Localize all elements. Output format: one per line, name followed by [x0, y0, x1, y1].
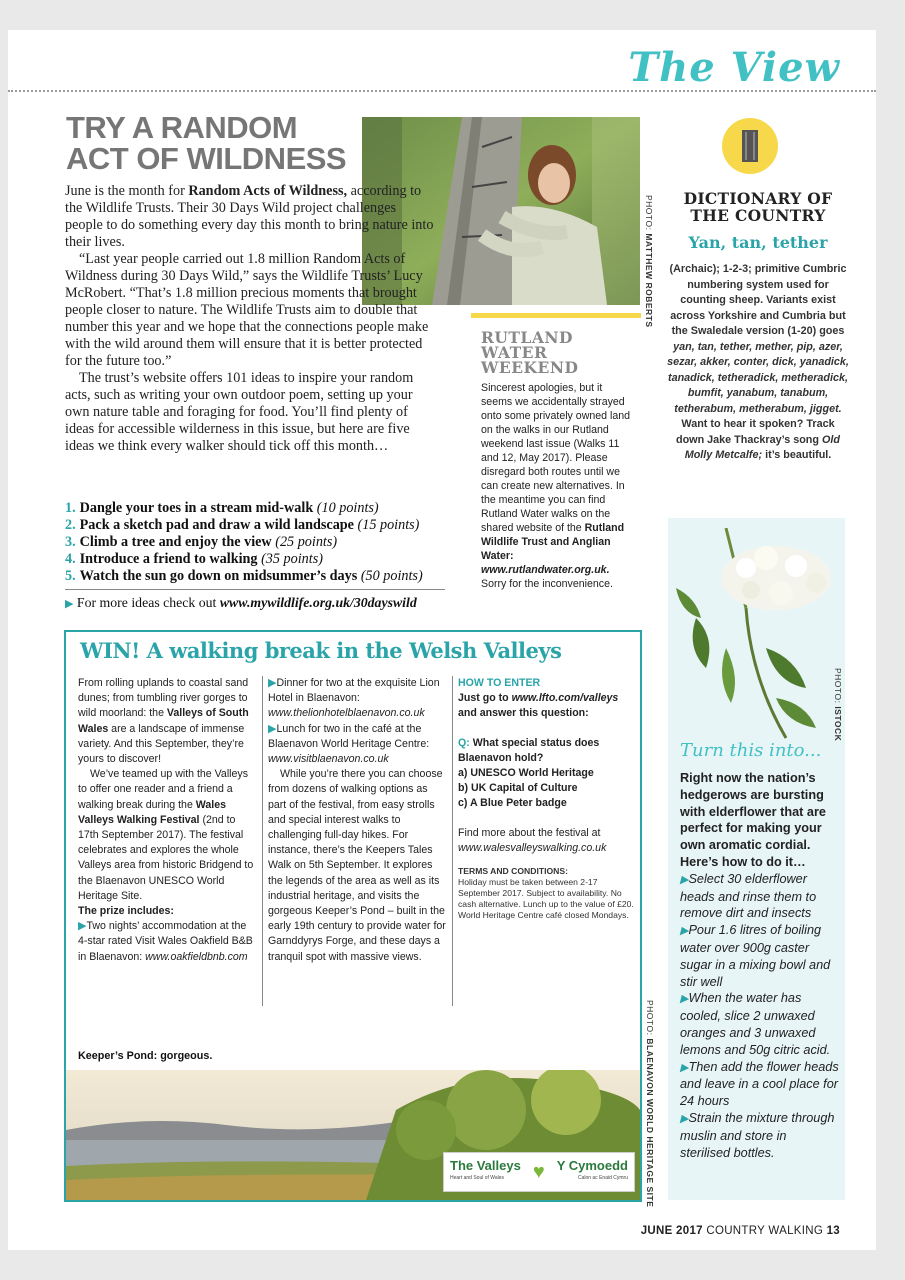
dictionary-definition: (Archaic); 1-2-3; primitive Cumbric numbering system used for counting sheep. Variants exist across Yorkshire and Cumbria but the Swaledale version (1-20) goes yan, tan, tether, mether, pip, azer, sezar, akker, conter, dick, yanadick, tanadick, tetheradick, metheradick, bumfit, yanabum, tanabum, tetherabum, metherabum, jigget. Want to hear it spoken? Track down Jake Thackray’s song Old Molly Metcalfe; it’s beautiful. [667, 263, 849, 461]
photo-caption: Keeper’s Pond: gorgeous. [78, 1050, 213, 1062]
enter-instructions: Just go to www.lfto.com/valleys and answer this question: [458, 692, 619, 720]
prize-heading: The prize includes: [78, 905, 174, 918]
heart-icon: ♥ [532, 1160, 545, 1183]
photo-credit-elder: PHOTO: ISTOCK [833, 668, 843, 742]
photo-credit-name: MATTHEW ROBERTS [644, 233, 654, 328]
page-footer [641, 1225, 840, 1237]
recipe-step: ▶Select 30 elderflower heads and rinse them to remove dirt and insects [680, 871, 817, 921]
rutland-link[interactable]: www.rutlandwater.org.uk. [481, 564, 610, 576]
triangle-bullet-icon: ▶ [65, 598, 74, 610]
competition-column-2 [268, 676, 446, 965]
dictionary-word: Yan, tan, tether [688, 233, 828, 252]
triangle-bullet-icon: ▶ [268, 677, 277, 689]
recipe-step: ▶Strain the mixture through muslin and store in sterilised bottles. [680, 1110, 835, 1160]
article-paragraph-2: “Last year people carried out 1.8 million Random Acts of Wildness during 30 Days Wild,” says the Wildlife Trusts’ Lucy McRobert. “That’s 1.8 million precious moments that brought people closer to nature. The Wildlife Trusts aim to double that number this year and we hope that the connections people make with the wild around them will ensure that it is better protected for the future too.” [65, 251, 429, 369]
article-title: TRY A RANDOM ACT OF WILDNESS [66, 110, 347, 176]
more-ideas-line: ▶ For more ideas check out www.mywildlife.org.uk/30dayswild [65, 595, 417, 610]
competition-column-3 [458, 676, 634, 921]
festival-info: Find more about the festival at www.walesvalleyswalking.co.uk [458, 826, 607, 854]
competition-paragraph: While you’re there you can choose from dozens of walking options as part of the festival, from easy strolls and special interest walks to challenging full-day hikes. For instance, there’s the Keepers Tales Walk on 5th September. It explores the legends of the area as well as its industrial heritage, and visits the gorgeous Keeper’s Pond – built in the early 19th century to provide water for Garnddyrys Forge, and these days a tranquil spot with massive views. [268, 768, 446, 963]
book-icon [722, 118, 778, 174]
answer-option[interactable]: c) A Blue Peter badge [458, 797, 567, 810]
article-paragraph-1: June is the month for Random Acts of Wildness, according to the Wildlife Trusts. Their 30 Days Wild project challenges people to do something every day this month to bring nature into their lives. [65, 183, 434, 250]
photo-credit-hug [644, 195, 654, 328]
enter-link[interactable]: www.lfto.com/valleys [511, 692, 619, 705]
competition-paragraph: From rolling uplands to coastal sand dunes; from tumbling river gorges to wild moorland: the Valleys of South Wales are a landscape of immense variety. And this September, they’re yours to discover! [78, 677, 249, 766]
how-to-enter-heading: HOW TO ENTER [458, 677, 541, 689]
idea-item: 4. Introduce a friend to walking (35 points) [65, 551, 323, 567]
rutland-notice-box [471, 313, 641, 608]
keepers-pond-photo [66, 1070, 640, 1200]
visit-blaenavon-link[interactable]: www.visitblaenavon.co.uk [268, 753, 389, 766]
article-body [65, 183, 437, 455]
photo-credit-label: PHOTO: [644, 195, 654, 231]
photo-credit-valley: PHOTO: BLAENAVON WORLD HERITAGE SITE [645, 1000, 655, 1208]
triangle-bullet-icon: ▶ [268, 722, 277, 735]
ideas-divider [65, 589, 445, 590]
valleys-logo: The Valleys Heart and Soul of Wales ♥ Y Cymoedd Calon ac Enaid Cymru [443, 1152, 635, 1192]
dictionary-title: DICTIONARY OF THE COUNTRY [683, 189, 833, 225]
idea-item: 1. Dangle your toes in a stream mid-walk (10 points) [65, 500, 379, 516]
recipe-step: ▶When the water has cooled, slice 2 unwaxed oranges and 3 unwaxed lemons and 50g citric acid. [680, 991, 831, 1057]
terms-text: Holiday must be taken between 2-17 September 2017. Subject to availability. No cash alternative. Lunch up to the value of £20. World Heritage Centre café closed Mondays. [458, 877, 634, 921]
column-divider [262, 676, 263, 1006]
competition-title: WIN! A walking break in the Welsh Valleys [80, 638, 562, 663]
rutland-body: Sincerest apologies, but it seems we accidentally strayed onto some privately owned land on the walks in our Rutland weekend last issue (Walks 11 and 12, May 2017). Please disregard both routes until we can create new alternatives. In the meantime you can find Rutland Water walks on the shared website of the Rutland Wildlife Trust and Anglian Water: www.rutlandwater.org.uk. Sorry for the inconvenience. [481, 382, 630, 590]
elderflower-image [656, 528, 856, 748]
competition-paragraph: We’ve teamed up with the Valleys to offer one reader and a friend a walking break during the Wales Valleys Walking Festival (2nd to 17th September 2017). The festival celebrates and explores the whole Valleys area from historic Bridgend to the Blaenavon UNESCO World Heritage Site. [78, 768, 254, 902]
idea-item: 5. Watch the sun go down on midsummer’s days (50 points) [65, 568, 423, 584]
lion-hotel-link[interactable]: www.thelionhotelblaenavon.co.uk [268, 707, 425, 720]
magazine-name: COUNTRY WALKING [706, 1225, 824, 1237]
festival-link[interactable]: www.walesvalleyswalking.co.uk [458, 841, 607, 854]
recipe-step: ▶Pour 1.6 litres of boiling water over 900g caster sugar in a mixing bowl and stir well [680, 923, 831, 989]
competition-column-1 [78, 676, 256, 965]
header-divider [8, 90, 876, 92]
rutland-title: RUTLAND WATER WEEKEND [481, 328, 579, 377]
column-divider [452, 676, 453, 1006]
section-logo: The View [628, 44, 840, 91]
prize-item: ▶Two nights’ accommodation at the 4-star rated Visit Wales Oakfield B&B in Blaenavon: www.oakfieldbnb.com [78, 920, 253, 963]
recipe-step: ▶Then add the flower heads and leave in a cool place for 24 hours [680, 1059, 839, 1109]
competition-question: Q: What special status does Blaenavon hold? [458, 736, 600, 764]
idea-item: 3. Climb a tree and enjoy the view (25 points) [65, 534, 338, 550]
magazine-page [8, 30, 876, 1250]
oakfield-link[interactable]: www.oakfieldbnb.com [145, 950, 248, 963]
idea-item: 2. Pack a sketch pad and draw a wild landscape (15 points) [65, 517, 420, 533]
elderflower-recipe [680, 770, 840, 1161]
ideas-list [65, 500, 445, 585]
issue-date: JUNE 2017 [640, 1225, 703, 1237]
triangle-bullet-icon: ▶ [78, 920, 87, 933]
prize-item: ▶Dinner for two at the exquisite Lion Hotel in Blaenavon: www.thelionhotelblaenavon.co.uk [268, 677, 440, 720]
answer-option[interactable]: b) UK Capital of Culture [458, 782, 578, 795]
page-number: 13 [826, 1225, 840, 1237]
competition-box [64, 630, 642, 1202]
article-paragraph-3: The trust’s website offers 101 ideas to inspire your random acts, such as writing your own outdoor poem, setting up your own nature table and foraging for food. You’ll find plenty of ideas for accessible wilderness in this issue, but here are five ideas we think every walker should tick off this month… [65, 370, 414, 454]
elderflower-panel [668, 518, 845, 1200]
answer-option[interactable]: a) UNESCO World Heritage [458, 767, 594, 780]
more-ideas-link[interactable]: www.mywildlife.org.uk/30dayswild [219, 595, 417, 610]
terms-heading: TERMS AND CONDITIONS: [458, 866, 568, 877]
recipe-intro: Right now the nation’s hedgerows are bursting with elderflower that are perfect for making your own aromatic cordial. Here’s how to do it… [680, 771, 826, 869]
turn-this-into-title: Turn this into... [680, 740, 822, 761]
prize-item: ▶Lunch for two in the café at the Blaenavon World Heritage Centre: www.visitblaenavon.co.uk [268, 722, 430, 766]
